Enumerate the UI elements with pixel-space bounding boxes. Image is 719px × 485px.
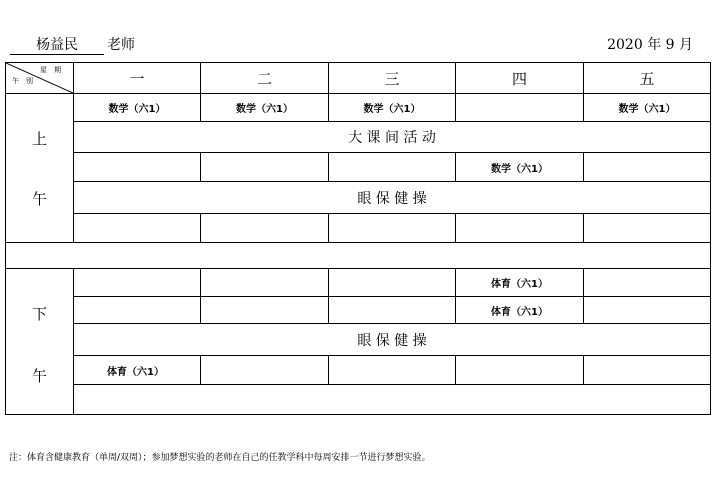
am3-cell-3 (328, 213, 456, 243)
am1-cell-3: 数学（六1） (328, 93, 456, 122)
day-header-1: 一 (73, 62, 201, 94)
am2-cell-2 (200, 152, 329, 182)
pm1-cell-2 (200, 268, 329, 297)
pm2-cell-2 (200, 296, 329, 324)
am2-cell-5 (583, 152, 711, 182)
pm3-cell-1: 体育（六1） (73, 355, 201, 385)
morning-period-cell (5, 93, 74, 243)
corner-header-cell (5, 62, 74, 94)
am3-cell-4 (455, 213, 584, 243)
am3-cell-2 (200, 213, 329, 243)
am1-cell-5: 数学（六1） (583, 93, 711, 122)
teacher-suffix: 老师 (107, 37, 135, 53)
am2-cell-3 (328, 152, 456, 182)
pm3-cell-3 (328, 355, 456, 385)
am3-cell-1 (73, 213, 201, 243)
pm1-cell-1 (73, 268, 201, 297)
am1-cell-4 (455, 93, 584, 122)
am1-cell-2: 数学（六1） (200, 93, 329, 122)
am3-cell-5 (583, 213, 711, 243)
am1-cell-1: 数学（六1） (73, 93, 201, 122)
corner-top-label: 星 期 (40, 66, 61, 74)
pm4-blank-row (73, 384, 711, 415)
pm3-cell-5 (583, 355, 711, 385)
footnote: 注：体育含健康教育（单周/双周）；参加梦想实验的老师在自己的任教学科中每周安排一节进行梦想实验。 (9, 453, 431, 463)
am2-cell-4: 数学（六1） (455, 152, 584, 182)
day-header-3: 三 (328, 62, 456, 94)
pm2-cell-3 (328, 296, 456, 324)
eye-exercise-am-row: 眼 保 健 操 (73, 181, 711, 214)
pm3-cell-4 (455, 355, 584, 385)
pm2-cell-1 (73, 296, 201, 324)
afternoon-period-cell (5, 268, 74, 415)
eye-exercise-pm-row: 眼 保 健 操 (73, 323, 711, 356)
pm3-cell-2 (200, 355, 329, 385)
day-header-4: 四 (455, 62, 584, 94)
morning-label-top: 上 (32, 130, 48, 148)
big-break-row: 大 课 间 活 动 (73, 121, 711, 153)
pm2-cell-5 (583, 296, 711, 324)
pm1-cell-4: 体育（六1） (455, 268, 584, 297)
corner-bottom-label: 午 别 (12, 77, 33, 85)
teacher-name: 杨益民 (10, 36, 104, 55)
pm1-cell-5 (583, 268, 711, 297)
afternoon-label-bottom: 午 (32, 367, 48, 385)
pm1-cell-3 (328, 268, 456, 297)
lunch-break-row (5, 242, 711, 269)
afternoon-label-top: 下 (32, 305, 48, 323)
day-header-5: 五 (583, 62, 711, 94)
am2-cell-1 (73, 152, 201, 182)
day-header-2: 二 (200, 62, 329, 94)
pm2-cell-4: 体育（六1） (455, 296, 584, 324)
morning-label-bottom: 午 (32, 190, 48, 208)
date-label: 2020 年 9 月 (607, 37, 693, 53)
